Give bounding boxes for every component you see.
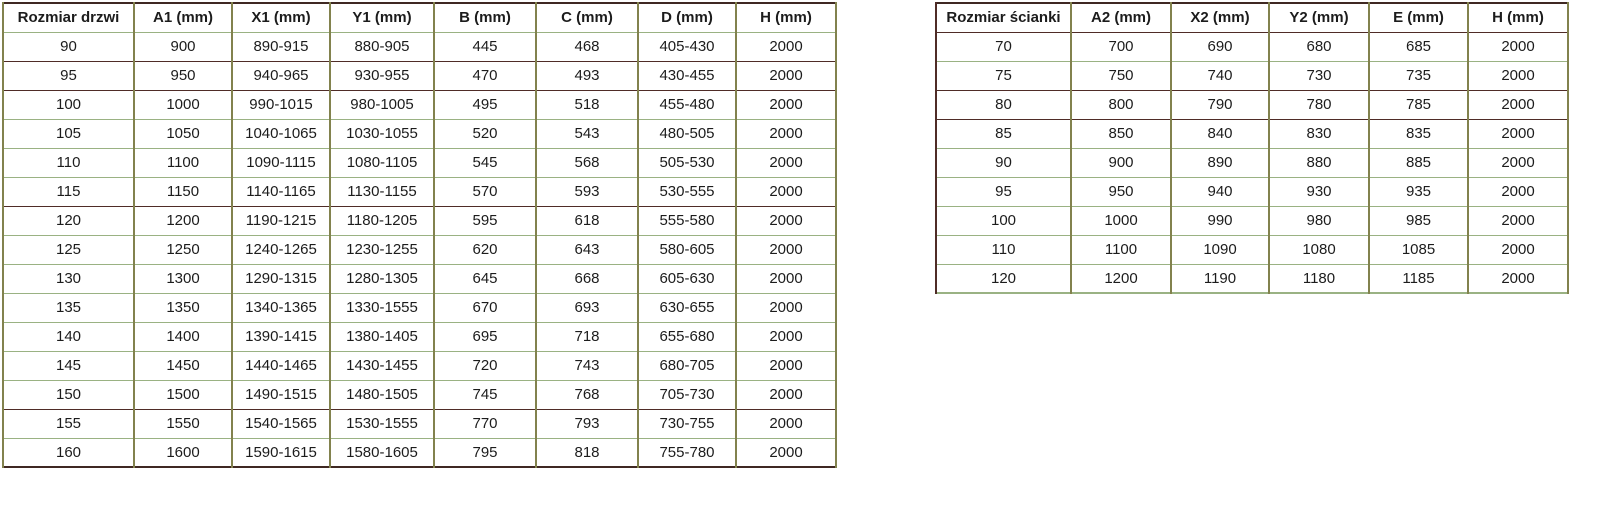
table-cell: 1200: [1071, 264, 1171, 293]
table-cell: 1130-1155: [330, 177, 434, 206]
table-cell: 1490-1515: [232, 380, 330, 409]
table-cell: 750: [1071, 61, 1171, 90]
table-cell: 785: [1369, 90, 1468, 119]
table-cell: 1050: [134, 119, 232, 148]
table-row: [936, 264, 1568, 293]
table-cell: 700: [1071, 32, 1171, 61]
door-column-header: C (mm): [536, 3, 638, 32]
table-cell: 2000: [1468, 235, 1568, 264]
table-cell: 950: [134, 61, 232, 90]
table-cell: 890-915: [232, 32, 330, 61]
table-cell: 1240-1265: [232, 235, 330, 264]
door-column-header: B (mm): [434, 3, 536, 32]
table-cell: 790: [1171, 90, 1269, 119]
table-cell: 2000: [1468, 119, 1568, 148]
table-cell: 1440-1465: [232, 351, 330, 380]
table-cell: 530-555: [638, 177, 736, 206]
table-row: [936, 90, 1568, 119]
table-row: [936, 61, 1568, 90]
table-cell: 2000: [1468, 206, 1568, 235]
table-cell: 1300: [134, 264, 232, 293]
table-row: [3, 351, 836, 380]
table-cell: 950: [1071, 177, 1171, 206]
table-cell: 990-1015: [232, 90, 330, 119]
table-row: [3, 32, 836, 61]
wall-column-header: Y2 (mm): [1269, 3, 1369, 32]
table-row: [3, 90, 836, 119]
table-cell: 568: [536, 148, 638, 177]
table-cell: 90: [3, 32, 134, 61]
table-cell: 690: [1171, 32, 1269, 61]
wall-column-header: X2 (mm): [1171, 3, 1269, 32]
table-cell: 2000: [1468, 264, 1568, 293]
table-row: [3, 206, 836, 235]
table-cell: 2000: [736, 119, 836, 148]
table-cell: 2000: [1468, 177, 1568, 206]
table-row: [936, 148, 1568, 177]
table-cell: 1000: [1071, 206, 1171, 235]
table-cell: 160: [3, 438, 134, 467]
table-cell: 605-630: [638, 264, 736, 293]
table-cell: 1250: [134, 235, 232, 264]
table-cell: 2000: [1468, 61, 1568, 90]
table-cell: 620: [434, 235, 536, 264]
table-cell: 1100: [134, 148, 232, 177]
table-cell: 2000: [736, 148, 836, 177]
table-cell: 455-480: [638, 90, 736, 119]
table-cell: 705-730: [638, 380, 736, 409]
table-cell: 695: [434, 322, 536, 351]
table-cell: 105: [3, 119, 134, 148]
table-row: [3, 264, 836, 293]
table-cell: 150: [3, 380, 134, 409]
table-cell: 1030-1055: [330, 119, 434, 148]
table-cell: 1140-1165: [232, 177, 330, 206]
table-cell: 135: [3, 293, 134, 322]
table-cell: 1340-1365: [232, 293, 330, 322]
table-cell: 940: [1171, 177, 1269, 206]
table-cell: 980-1005: [330, 90, 434, 119]
table-cell: 468: [536, 32, 638, 61]
table-row: [3, 119, 836, 148]
table-cell: 2000: [1468, 32, 1568, 61]
table-row: [936, 177, 1568, 206]
table-cell: 85: [936, 119, 1071, 148]
table-cell: 693: [536, 293, 638, 322]
table-cell: 1230-1255: [330, 235, 434, 264]
table-cell: 120: [936, 264, 1071, 293]
table-cell: 2000: [736, 177, 836, 206]
table-cell: 1190-1215: [232, 206, 330, 235]
table-cell: 2000: [736, 351, 836, 380]
table-cell: 505-530: [638, 148, 736, 177]
table-cell: 1330-1555: [330, 293, 434, 322]
table-cell: 155: [3, 409, 134, 438]
table-cell: 1590-1615: [232, 438, 330, 467]
table-cell: 145: [3, 351, 134, 380]
table-cell: 555-580: [638, 206, 736, 235]
table-cell: 595: [434, 206, 536, 235]
table-cell: 2000: [736, 438, 836, 467]
table-row: [936, 119, 1568, 148]
table-cell: 718: [536, 322, 638, 351]
table-cell: 935: [1369, 177, 1468, 206]
table-cell: 570: [434, 177, 536, 206]
door-column-header: Y1 (mm): [330, 3, 434, 32]
table-cell: 115: [3, 177, 134, 206]
door-column-header: A1 (mm): [134, 3, 232, 32]
table-cell: 770: [434, 409, 536, 438]
table-cell: 1090-1115: [232, 148, 330, 177]
table-cell: 100: [3, 90, 134, 119]
table-cell: 80: [936, 90, 1071, 119]
table-cell: 1600: [134, 438, 232, 467]
table-cell: 1200: [134, 206, 232, 235]
table-cell: 985: [1369, 206, 1468, 235]
table-cell: 2000: [1468, 90, 1568, 119]
table-cell: 930: [1269, 177, 1369, 206]
door-column-header: X1 (mm): [232, 3, 330, 32]
table-cell: 495: [434, 90, 536, 119]
table-cell: 580-605: [638, 235, 736, 264]
table-cell: 2000: [736, 235, 836, 264]
table-cell: 95: [936, 177, 1071, 206]
table-cell: 795: [434, 438, 536, 467]
table-cell: 520: [434, 119, 536, 148]
table-cell: 645: [434, 264, 536, 293]
table-cell: 1480-1505: [330, 380, 434, 409]
table-cell: 2000: [736, 380, 836, 409]
table-cell: 840: [1171, 119, 1269, 148]
table-cell: 1380-1405: [330, 322, 434, 351]
table-cell: 1580-1605: [330, 438, 434, 467]
table-cell: 980: [1269, 206, 1369, 235]
table-row: [3, 148, 836, 177]
table-cell: 1085: [1369, 235, 1468, 264]
wall-column-header: H (mm): [1468, 3, 1568, 32]
table-cell: 75: [936, 61, 1071, 90]
table-cell: 2000: [736, 90, 836, 119]
table-row: [3, 438, 836, 467]
table-cell: 2000: [736, 264, 836, 293]
table-cell: 900: [1071, 148, 1171, 177]
door-column-header: Rozmiar drzwi: [3, 3, 134, 32]
table-cell: 1430-1455: [330, 351, 434, 380]
table-cell: 1400: [134, 322, 232, 351]
table-cell: 70: [936, 32, 1071, 61]
table-cell: 2000: [736, 32, 836, 61]
table-cell: 100: [936, 206, 1071, 235]
table-row: [3, 380, 836, 409]
table-cell: 2000: [736, 206, 836, 235]
table-cell: 730: [1269, 61, 1369, 90]
table-cell: 745: [434, 380, 536, 409]
table-cell: 430-455: [638, 61, 736, 90]
table-cell: 1080-1105: [330, 148, 434, 177]
table-cell: 880-905: [330, 32, 434, 61]
table-cell: 130: [3, 264, 134, 293]
table-cell: 1390-1415: [232, 322, 330, 351]
table-cell: 2000: [1468, 148, 1568, 177]
door-size-table: [2, 2, 837, 468]
table-cell: 1530-1555: [330, 409, 434, 438]
table-cell: 1450: [134, 351, 232, 380]
door-column-header: H (mm): [736, 3, 836, 32]
table-cell: 768: [536, 380, 638, 409]
table-row: [3, 293, 836, 322]
table-cell: 90: [936, 148, 1071, 177]
table-cell: 830: [1269, 119, 1369, 148]
table-row: [3, 177, 836, 206]
wall-size-table: [935, 2, 1569, 294]
table-cell: 1185: [1369, 264, 1468, 293]
table-cell: 593: [536, 177, 638, 206]
table-cell: 110: [3, 148, 134, 177]
wall-column-header: Rozmiar ścianki: [936, 3, 1071, 32]
table-cell: 730-755: [638, 409, 736, 438]
table-cell: 445: [434, 32, 536, 61]
wall-column-header: E (mm): [1369, 3, 1468, 32]
table-cell: 1000: [134, 90, 232, 119]
table-cell: 743: [536, 351, 638, 380]
table-cell: 2000: [736, 322, 836, 351]
table-cell: 668: [536, 264, 638, 293]
table-cell: 1180: [1269, 264, 1369, 293]
table-row: [3, 235, 836, 264]
table-row: [936, 235, 1568, 264]
table-cell: 680: [1269, 32, 1369, 61]
table-cell: 1080: [1269, 235, 1369, 264]
wall-column-header: A2 (mm): [1071, 3, 1171, 32]
table-cell: 545: [434, 148, 536, 177]
table-cell: 1040-1065: [232, 119, 330, 148]
table-cell: 125: [3, 235, 134, 264]
table-cell: 1350: [134, 293, 232, 322]
table-cell: 940-965: [232, 61, 330, 90]
table-cell: 618: [536, 206, 638, 235]
table-cell: 493: [536, 61, 638, 90]
table-cell: 685: [1369, 32, 1468, 61]
table-cell: 755-780: [638, 438, 736, 467]
table-cell: 110: [936, 235, 1071, 264]
table-cell: 818: [536, 438, 638, 467]
table-cell: 1550: [134, 409, 232, 438]
table-cell: 480-505: [638, 119, 736, 148]
table-cell: 680-705: [638, 351, 736, 380]
table-cell: 95: [3, 61, 134, 90]
table-row: [3, 322, 836, 351]
table-cell: 655-680: [638, 322, 736, 351]
table-cell: 1100: [1071, 235, 1171, 264]
table-cell: 1180-1205: [330, 206, 434, 235]
table-cell: 630-655: [638, 293, 736, 322]
table-cell: 1280-1305: [330, 264, 434, 293]
table-cell: 890: [1171, 148, 1269, 177]
table-cell: 2000: [736, 293, 836, 322]
wall-table-header-row: [936, 3, 1568, 32]
table-cell: 1190: [1171, 264, 1269, 293]
table-cell: 900: [134, 32, 232, 61]
table-cell: 1500: [134, 380, 232, 409]
table-cell: 140: [3, 322, 134, 351]
table-cell: 793: [536, 409, 638, 438]
table-cell: 880: [1269, 148, 1369, 177]
table-cell: 543: [536, 119, 638, 148]
table-cell: 1090: [1171, 235, 1269, 264]
table-cell: 850: [1071, 119, 1171, 148]
table-row: [3, 409, 836, 438]
table-cell: 120: [3, 206, 134, 235]
table-cell: 1290-1315: [232, 264, 330, 293]
table-cell: 643: [536, 235, 638, 264]
table-cell: 2000: [736, 61, 836, 90]
table-cell: 720: [434, 351, 536, 380]
table-cell: 885: [1369, 148, 1468, 177]
table-cell: 740: [1171, 61, 1269, 90]
table-cell: 670: [434, 293, 536, 322]
table-cell: 780: [1269, 90, 1369, 119]
table-cell: 470: [434, 61, 536, 90]
table-cell: 405-430: [638, 32, 736, 61]
table-row: [3, 61, 836, 90]
table-cell: 2000: [736, 409, 836, 438]
table-cell: 835: [1369, 119, 1468, 148]
table-cell: 518: [536, 90, 638, 119]
table-cell: 990: [1171, 206, 1269, 235]
door-column-header: D (mm): [638, 3, 736, 32]
table-cell: 1150: [134, 177, 232, 206]
table-cell: 1540-1565: [232, 409, 330, 438]
table-cell: 735: [1369, 61, 1468, 90]
table-row: [936, 206, 1568, 235]
table-row: [936, 32, 1568, 61]
table-cell: 800: [1071, 90, 1171, 119]
door-table-header-row: [3, 3, 836, 32]
table-cell: 930-955: [330, 61, 434, 90]
